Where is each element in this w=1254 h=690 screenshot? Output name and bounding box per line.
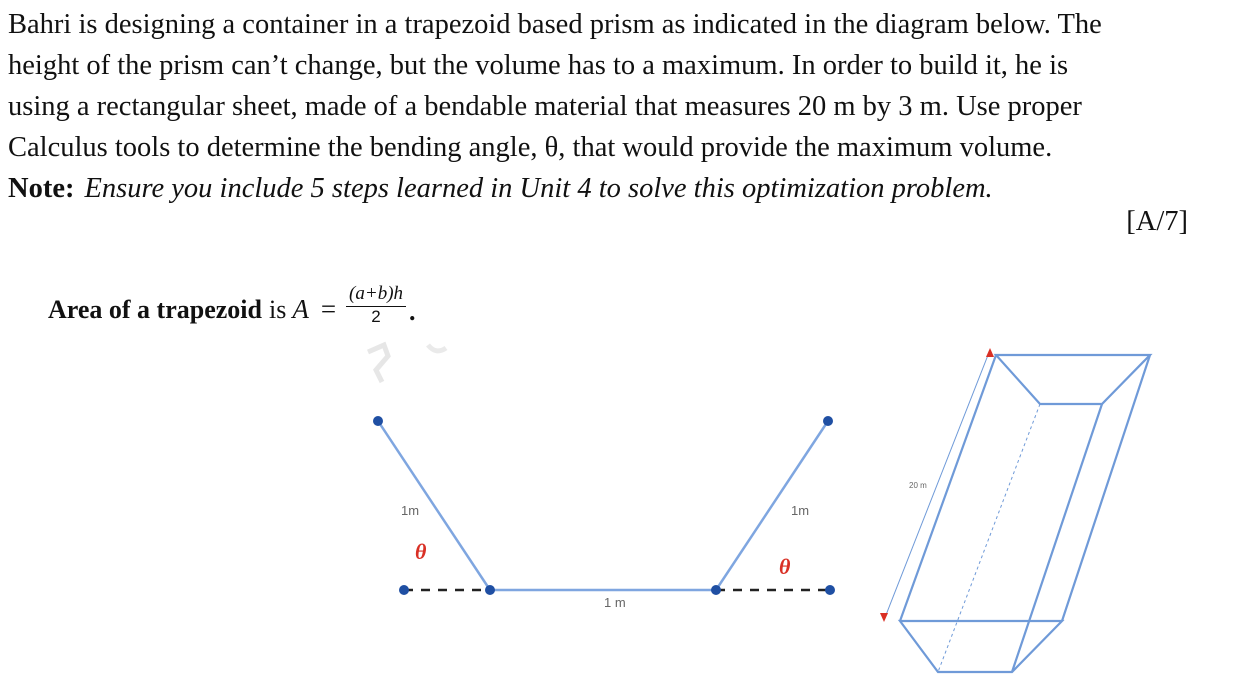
right-side [716,421,828,590]
marks-label: [A/7] [1126,206,1188,237]
length-arrow-bottom [880,613,888,622]
base-label: 1 m [604,595,626,610]
problem-line-3: using a rectangular sheet, made of a bendable material that measures 20 m by 3 m. Use proper [8,91,1082,122]
left-side [378,421,490,590]
right-side-label: 1m [791,503,810,518]
faint-mark [368,345,446,382]
formula-is: is [268,294,287,324]
prism-edge-2 [1062,355,1150,621]
problem-line-2: height of the prism can’t change, but the volume has to a maximum. In order to build it, he is [8,50,1069,81]
formula-numerator: (a+b)h [346,284,406,307]
problem-line-1: Bahri is designing a container in a trapezoid based prism as indicated in the diagram below. The [8,9,1102,40]
prism-bottom-face [900,621,1062,672]
formula-denominator: 2 [371,307,381,326]
left-top-point [373,416,383,426]
left-bend-point [485,585,495,595]
prism-top-face [996,355,1150,404]
right-angle-label: θ [779,554,791,579]
note-label: Note: [8,173,75,204]
problem-line-4: Calculus tools to determine the bending angle, θ, that would provide the maximum volume. [8,132,1053,163]
length-arrow-top [986,348,994,357]
note-text: Ensure you include 5 steps learned in Unit 4 to solve this optimization problem. [84,173,993,204]
prism-length-label: 20 m [909,481,927,490]
left-angle-label: θ [415,539,427,564]
trapezoid-cross-section [373,416,835,610]
formula-variable: A [292,294,309,324]
length-dimension-line [884,350,990,620]
right-bend-point [711,585,721,595]
trapezoid-prism [880,348,1150,672]
formula-title: Area of a trapezoid [48,294,262,324]
right-top-point [823,416,833,426]
right-base-point [825,585,835,595]
formula-period: . [409,296,416,326]
formula-equals: = [320,294,337,324]
left-side-label: 1m [401,503,420,518]
left-base-point [399,585,409,595]
